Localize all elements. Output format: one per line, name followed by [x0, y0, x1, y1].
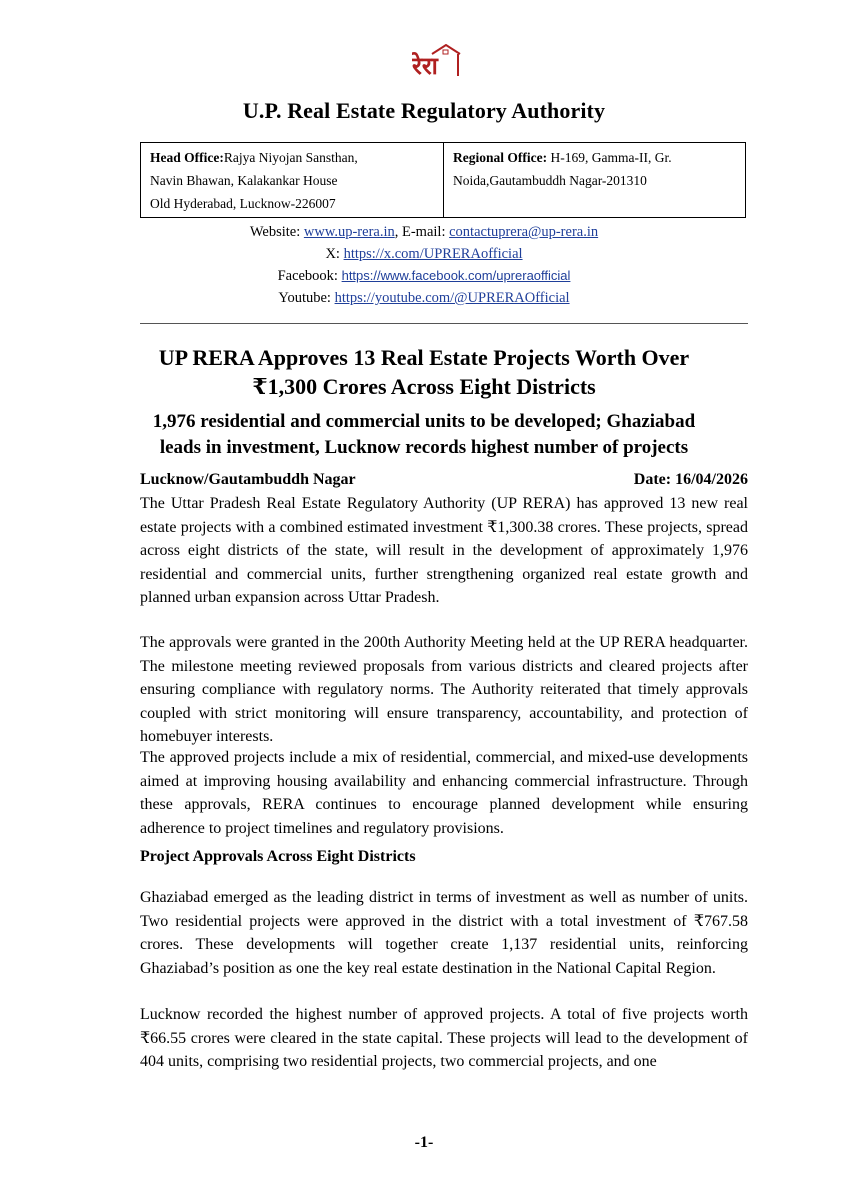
- email-label: , E-mail:: [394, 224, 450, 240]
- youtube-link[interactable]: https://youtube.com/@UPRERAOfficial: [334, 290, 570, 306]
- regional-office-label: Regional Office:: [453, 150, 548, 165]
- website-label: Website:: [249, 224, 304, 240]
- office-address-table: [140, 142, 746, 218]
- svg-text:रेरा: रेरा: [412, 52, 438, 80]
- email-link[interactable]: contactuprera@up-rera.in: [449, 224, 599, 240]
- regional-office-line1: H-169, Gamma-II, Gr.: [547, 150, 672, 165]
- paragraph-4: Ghaziabad emerged as the leading district in terms of investment as well as number of units. Two residential projects were approved in the district with a total investment of ₹767.58 crores. These developments will together create 1,137 residential units, reinforcing Ghaziabad’s position as one the key real estate destination in the National Capital Region.: [140, 889, 748, 977]
- paragraph-1: The Uttar Pradesh Real Estate Regulatory Authority (UP RERA) has approved 13 new real estate projects with a combined estimated investment ₹1,300.38 crores. These projects, spread across eight districts of the state, will result in the development of approximately 1,976 residential and commercial units, further strengthening organized real estate growth and planned urban expansion across Uttar Pradesh.: [140, 495, 748, 607]
- facebook-label: Facebook:: [277, 268, 342, 284]
- head-office-label: Head Office:: [150, 150, 224, 165]
- paragraph-5: Lucknow recorded the highest number of approved projects. A total of five projects worth ₹66.55 crores were cleared in the state capital. These projects will lead to the development of 404 units, comprising two residential projects, two commercial projects, and one: [140, 1006, 748, 1071]
- page-number: -1-: [414, 1134, 434, 1151]
- regional-office-line2: Noida,Gautambuddh Nagar-201310: [453, 173, 647, 188]
- subheadline-line2: leads in investment, Lucknow records highest number of projects: [159, 437, 689, 458]
- paragraph-3: The approved projects include a mix of residential, commercial, and mixed-use developments aimed at improving housing availability and enhancing commercial infrastructure. Through these approvals, RERA continues to encourage planned development while ensuring adherence to project timelines and regulatory provisions.: [140, 749, 748, 837]
- head-office-line3: Old Hyderabad, Lucknow-226007: [150, 196, 336, 211]
- article-headline: [120, 343, 728, 401]
- contact-block: [0, 221, 848, 309]
- website-link[interactable]: www.up-rera.in: [303, 224, 395, 240]
- headline-line2: ₹1,300 Crores Across Eight Districts: [252, 374, 596, 399]
- youtube-label: Youtube:: [278, 290, 335, 306]
- x-label: X:: [325, 246, 344, 262]
- regional-office-cell: [444, 143, 745, 217]
- authority-name: U.P. Real Estate Regulatory Authority: [242, 98, 606, 123]
- head-office-cell: [141, 143, 444, 217]
- dateline-date: Date: 16/04/2026: [633, 471, 748, 488]
- head-office-line1: Rajya Niyojan Sansthan,: [223, 150, 358, 165]
- headline-line1: UP RERA Approves 13 Real Estate Projects Worth Over: [158, 345, 690, 370]
- rera-logo-icon: [412, 44, 464, 80]
- head-office-line2: Navin Bhawan, Kalakankar House: [150, 173, 338, 188]
- header-divider: [140, 323, 748, 324]
- dateline: [140, 471, 748, 489]
- x-link[interactable]: https://x.com/UPRERAofficial: [343, 246, 523, 262]
- subheadline-line1: 1,976 residential and commercial units to be developed; Ghaziabad: [152, 411, 696, 432]
- dateline-place: Lucknow/Gautambuddh Nagar: [140, 471, 356, 488]
- facebook-link[interactable]: https://www.facebook.com/upreraofficial: [341, 268, 571, 283]
- paragraph-2: The approvals were granted in the 200th Authority Meeting held at the UP RERA headquarter. The milestone meeting reviewed proposals from various districts and cleared projects after ensuring compliance with regulatory norms. The Authority reiterated that timely approvals coupled with strict monitoring will ensure transparency, accountability, and protection of homebuyer interests.: [140, 634, 748, 746]
- article-subheadline: [120, 409, 728, 461]
- section-heading: Project Approvals Across Eight Districts: [140, 848, 416, 865]
